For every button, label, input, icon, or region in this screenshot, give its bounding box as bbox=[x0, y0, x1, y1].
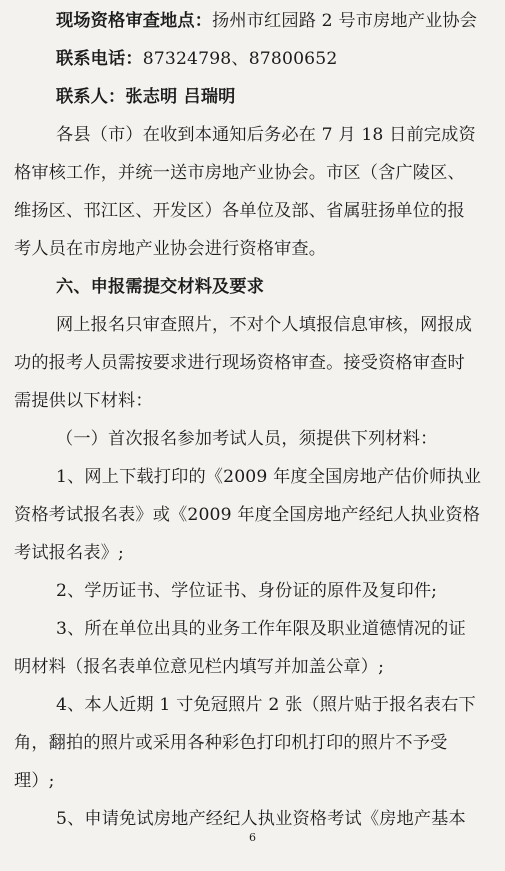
contact-person-label: 联系人： bbox=[56, 87, 126, 107]
list-item-line: 明材料（报名表单位意见栏内填写并加盖公章）; bbox=[14, 657, 385, 677]
contact-phone-value: 87324798、87800652 bbox=[142, 49, 338, 69]
list-item-line: 2、学历证书、学位证书、身份证的原件及复印件; bbox=[56, 581, 438, 601]
subsection-heading: （一）首次报名参加考试人员，须提供下列材料： bbox=[56, 429, 438, 449]
page-number: 6 bbox=[249, 831, 256, 844]
contact-phone-label: 联系电话： bbox=[56, 49, 143, 69]
paragraph-line: 考人员在市房地产业协会进行资格审查。 bbox=[14, 239, 327, 259]
list-item-line: 5、申请免试房地产经纪人执业资格考试《房地产基本 bbox=[56, 809, 466, 829]
contact-person-line bbox=[0, 86, 505, 108]
contact-person-value: 张志明 吕瑞明 bbox=[125, 87, 236, 107]
inspection-location-line bbox=[0, 10, 505, 32]
contact-phone-line bbox=[0, 48, 505, 70]
list-item-line: 考试报名表》; bbox=[14, 543, 124, 563]
list-item-line: 1、网上下载打印的《2009 年度全国房地产估价师执业 bbox=[56, 467, 482, 487]
paragraph-line: 各县（市）在收到本通知后务必在 7 月 18 日前完成资 bbox=[56, 125, 476, 145]
list-item-line: 4、本人近期 1 寸免冠照片 2 张（照片贴于报名表右下 bbox=[56, 695, 476, 715]
inspection-location-label: 现场资格审查地点： bbox=[56, 11, 213, 31]
paragraph-line: 网上报名只审查照片，不对个人填报信息审核，网报成 bbox=[56, 315, 473, 335]
list-item-line: 3、所在单位出具的业务工作年限及职业道德情况的证 bbox=[56, 619, 466, 639]
section-heading: 六、申报需提交材料及要求 bbox=[56, 277, 265, 297]
paragraph-line: 需提供以下材料： bbox=[14, 391, 153, 411]
list-item-line: 理）; bbox=[14, 771, 55, 791]
list-item-line: 角，翻拍的照片或采用各种彩色打印机打印的照片不予受 bbox=[14, 733, 448, 753]
paragraph-line: 维扬区、邗江区、开发区）各单位及部、省属驻扬单位的报 bbox=[14, 201, 465, 221]
paragraph-line: 功的报考人员需按要求进行现场资格审查。接受资格审查时 bbox=[14, 353, 465, 373]
inspection-location-value: 扬州市红园路 2 号市房地产业协会 bbox=[212, 11, 478, 31]
list-item-line: 资格考试报名表》或《2009 年度全国房地产经纪人执业资格 bbox=[14, 505, 481, 525]
paragraph-line: 格审核工作，并统一送市房地产业协会。市区（含广陵区、 bbox=[14, 163, 465, 183]
